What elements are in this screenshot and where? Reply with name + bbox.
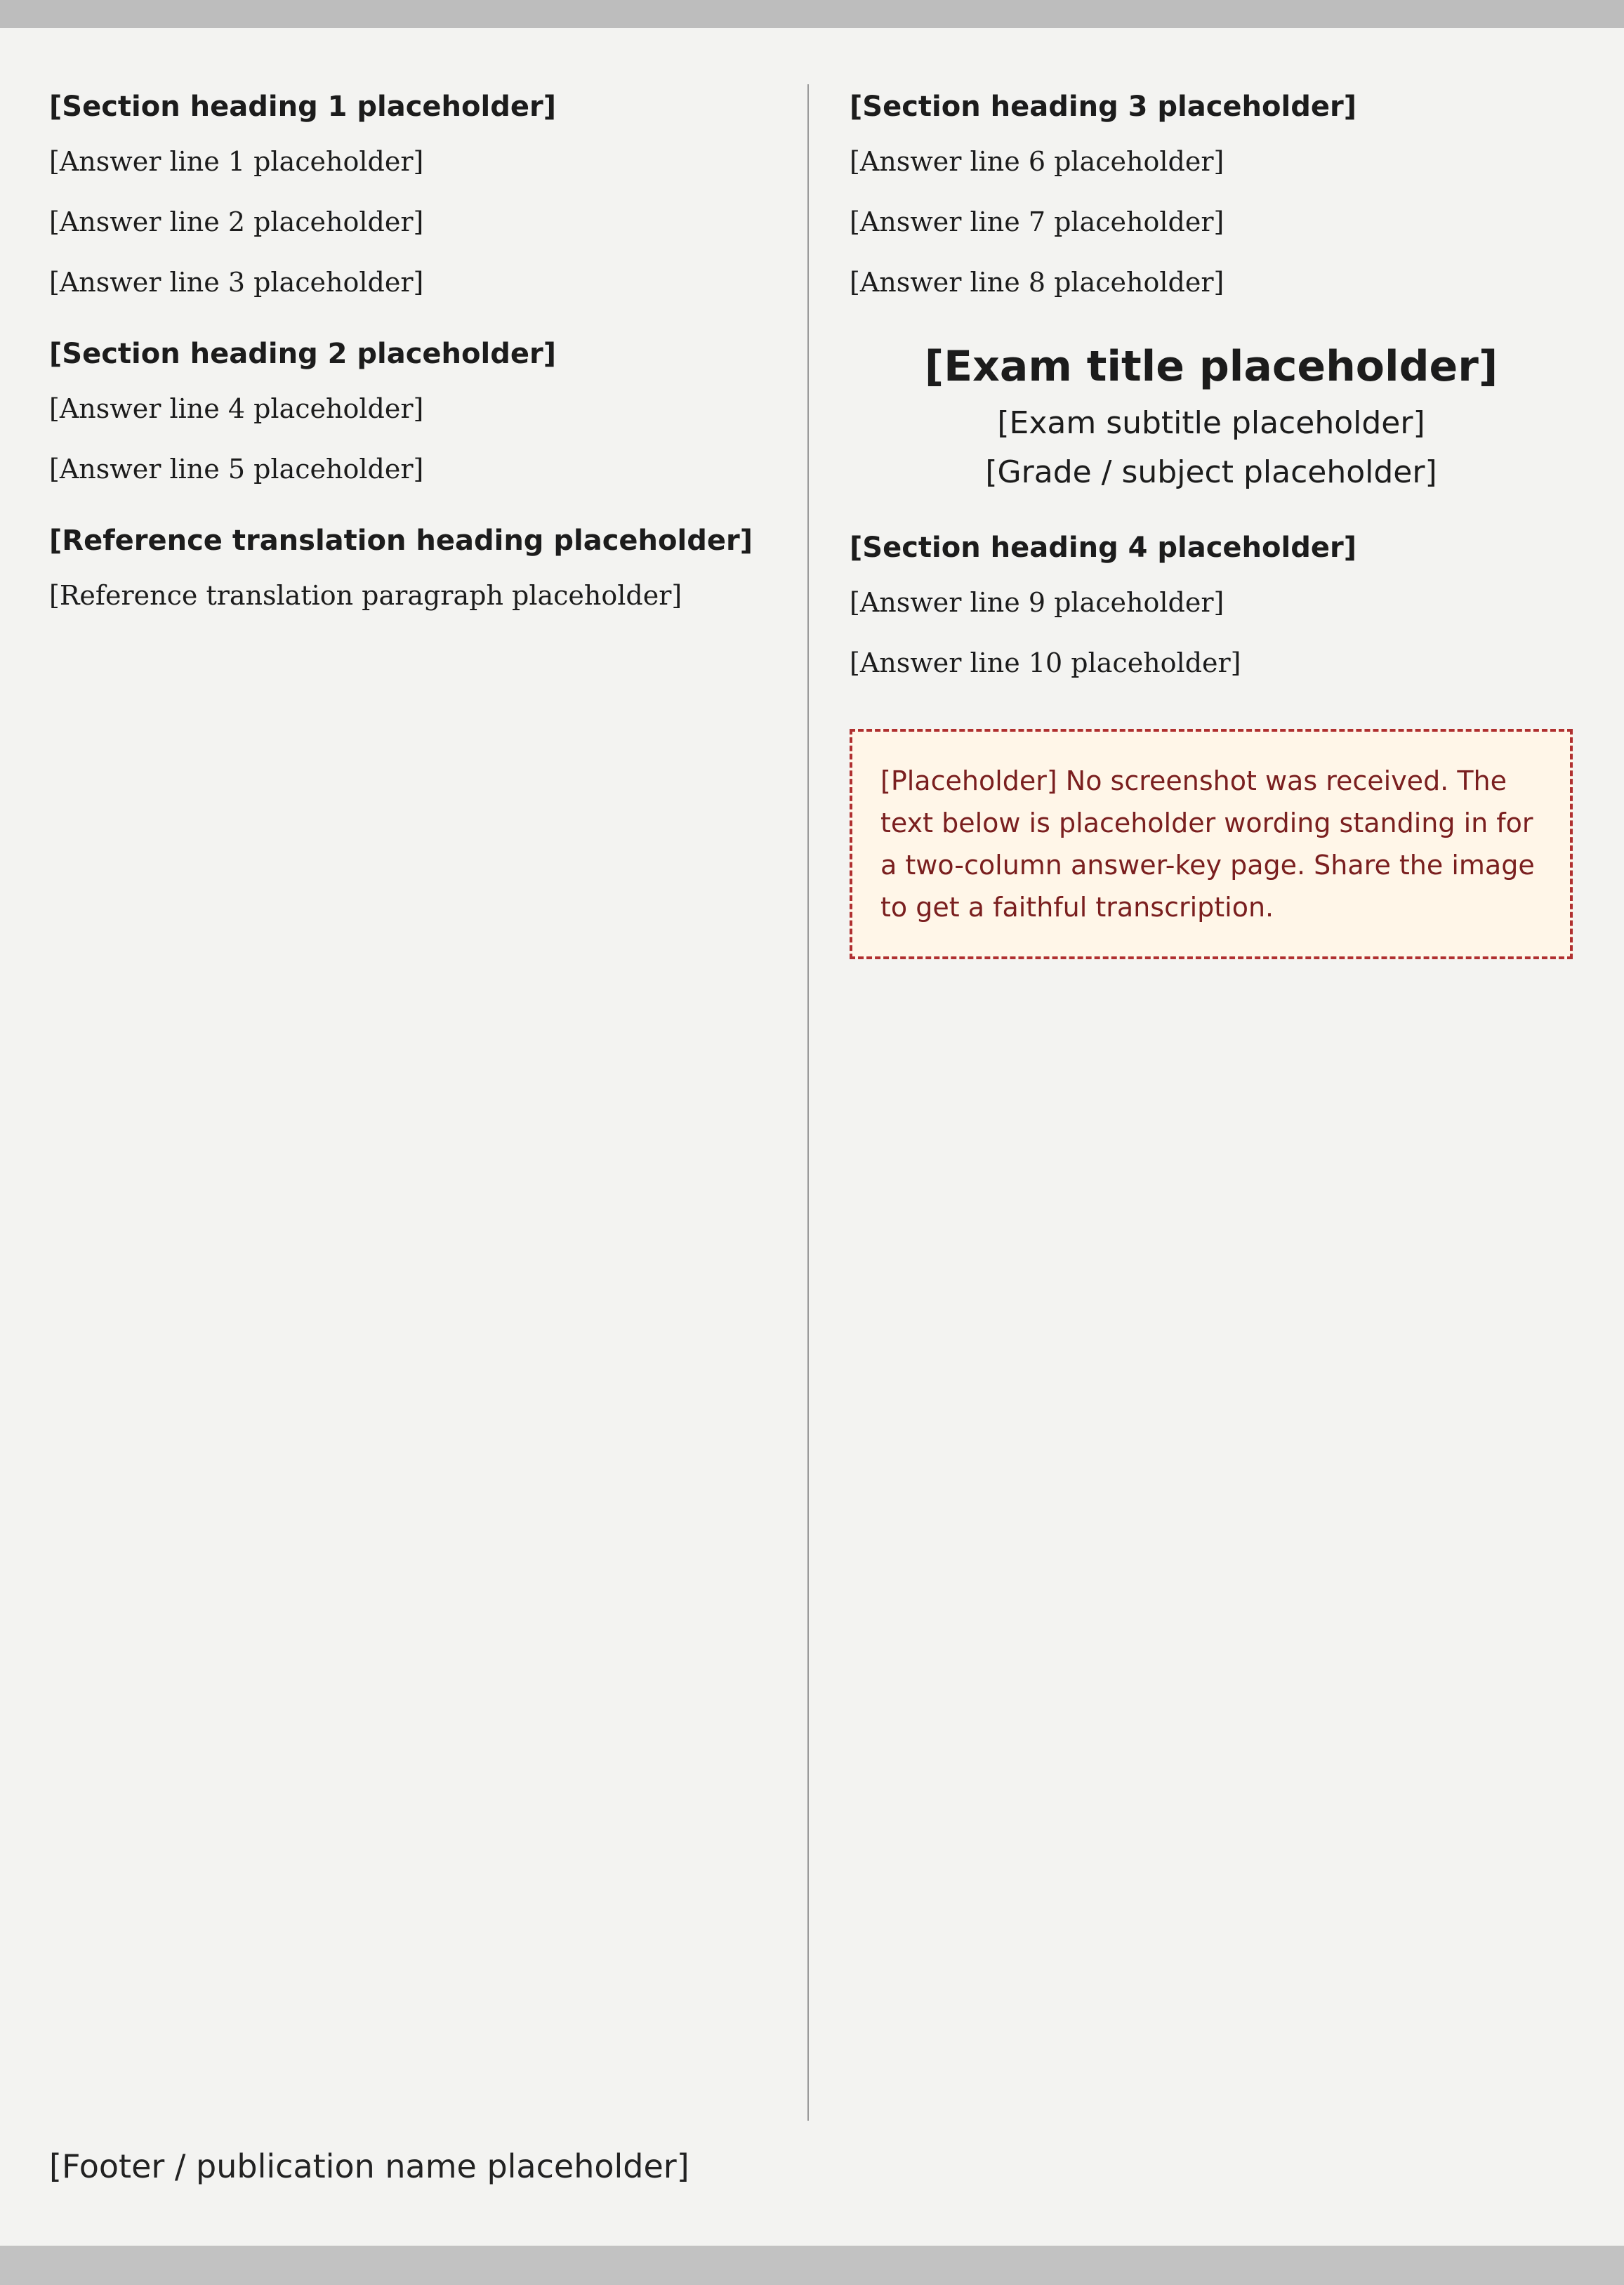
right-blocks-after-title	[850, 525, 1573, 687]
answer-paragraph: [Answer line 3 placeholder]	[49, 267, 424, 298]
answer-paragraph: [Answer line 6 placeholder]	[850, 146, 1224, 177]
answer-paragraph: [Answer line 4 placeholder]	[49, 393, 424, 424]
page-footer: [Footer / publication name placeholder]	[49, 2147, 689, 2185]
answer-section	[49, 518, 772, 619]
exam-grade-subject: [Grade / subject placeholder]	[985, 454, 1437, 490]
answer-section	[49, 84, 772, 306]
answer-section	[850, 84, 1573, 306]
right-column	[850, 84, 1573, 2121]
left-column	[49, 84, 772, 2121]
exam-subtitle: [Exam subtitle placeholder]	[997, 405, 1425, 441]
right-blocks-before-title	[850, 84, 1573, 306]
scan-bottom-band	[0, 2246, 1624, 2285]
answer-paragraph: [Answer line 5 placeholder]	[49, 454, 424, 485]
column-divider	[807, 84, 809, 2121]
exam-title-block	[850, 334, 1573, 497]
section-heading: [Section heading 3 placeholder]	[850, 91, 1356, 123]
answer-paragraph: [Reference translation paragraph placeholder]	[49, 580, 682, 611]
answer-key-page	[42, 84, 1582, 2121]
missing-image-notice: [Placeholder] No screenshot was received. The text below is placeholder wording standing in for a two-column answer-key page. Share the image to get a faithful transcription.	[850, 729, 1573, 959]
answer-paragraph: [Answer line 1 placeholder]	[49, 146, 424, 177]
scan-top-band	[0, 0, 1624, 28]
answer-paragraph: [Answer line 2 placeholder]	[49, 206, 424, 237]
exam-title: [Exam title placeholder]	[924, 342, 1498, 391]
answer-section	[49, 331, 772, 493]
section-heading: [Section heading 2 placeholder]	[49, 338, 556, 370]
answer-paragraph: [Answer line 9 placeholder]	[850, 587, 1224, 618]
section-heading: [Reference translation heading placeholder]	[49, 525, 753, 557]
section-heading: [Section heading 1 placeholder]	[49, 91, 556, 123]
section-heading: [Section heading 4 placeholder]	[850, 532, 1356, 564]
answer-paragraph: [Answer line 10 placeholder]	[850, 647, 1241, 678]
answer-paragraph: [Answer line 8 placeholder]	[850, 267, 1224, 298]
answer-paragraph: [Answer line 7 placeholder]	[850, 206, 1224, 237]
left-blocks	[49, 84, 772, 619]
answer-section	[850, 525, 1573, 687]
